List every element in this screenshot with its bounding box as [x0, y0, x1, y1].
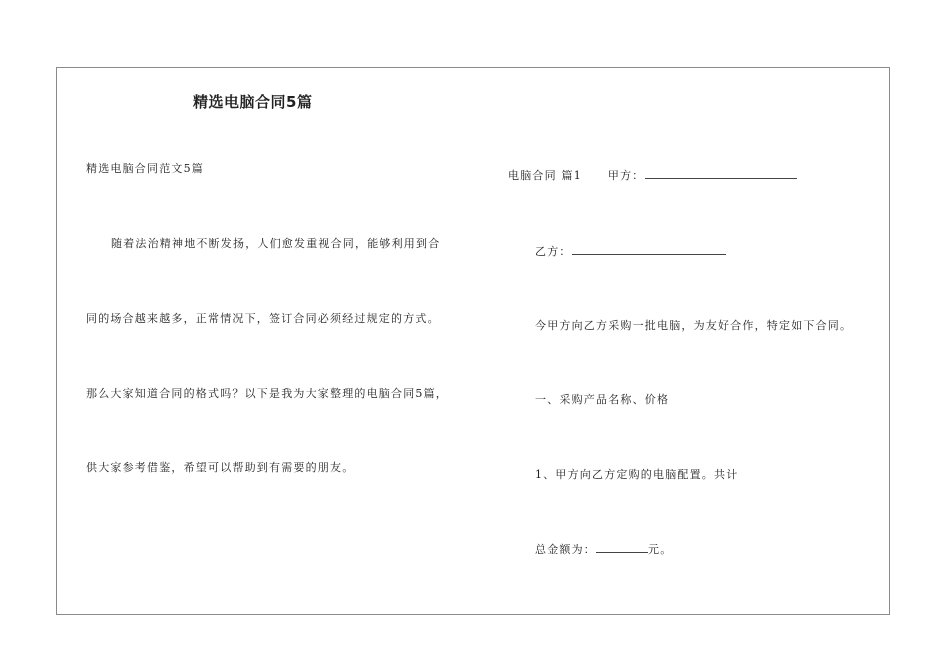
page-frame [56, 67, 890, 615]
party-a-label: 甲方： [607, 169, 645, 182]
contract-heading-text: 电脑合同 篇1 [508, 169, 582, 182]
contract-heading [508, 169, 797, 183]
document-subtitle: 精选电脑合同范文5篇 [86, 162, 204, 175]
section-1-heading: 一、采购产品名称、价格 [535, 393, 670, 406]
document-title: 精选电脑合同5篇 [193, 93, 313, 111]
contract-intro: 今甲方向乙方采购一批电脑，为友好合作，特定如下合同。 [535, 319, 853, 332]
intro-line-2: 同的场合越来越多，正常情况下，签订合同必须经过规定的方式。 [86, 312, 440, 325]
party-b-label: 乙方： [535, 245, 572, 258]
party-b-blank [572, 245, 726, 255]
intro-line-1: 随着法治精神地不断发扬，人们愈发重视合同，能够利用到合 [111, 237, 441, 250]
item-1-text: 1、甲方向乙方定购的电脑配置。共计 [535, 468, 739, 481]
total-amount-unit: 元。 [648, 543, 673, 556]
total-amount-label: 总金额为： [535, 543, 596, 556]
intro-line-4: 供大家参考借鉴，希望可以帮助到有需要的朋友。 [86, 461, 355, 474]
party-a-blank [645, 169, 797, 179]
party-b-line [535, 245, 726, 259]
total-amount-line [535, 543, 672, 557]
intro-line-3: 那么大家知道合同的格式吗？以下是我为大家整理的电脑合同5篇， [86, 387, 448, 400]
total-amount-blank [596, 543, 648, 553]
